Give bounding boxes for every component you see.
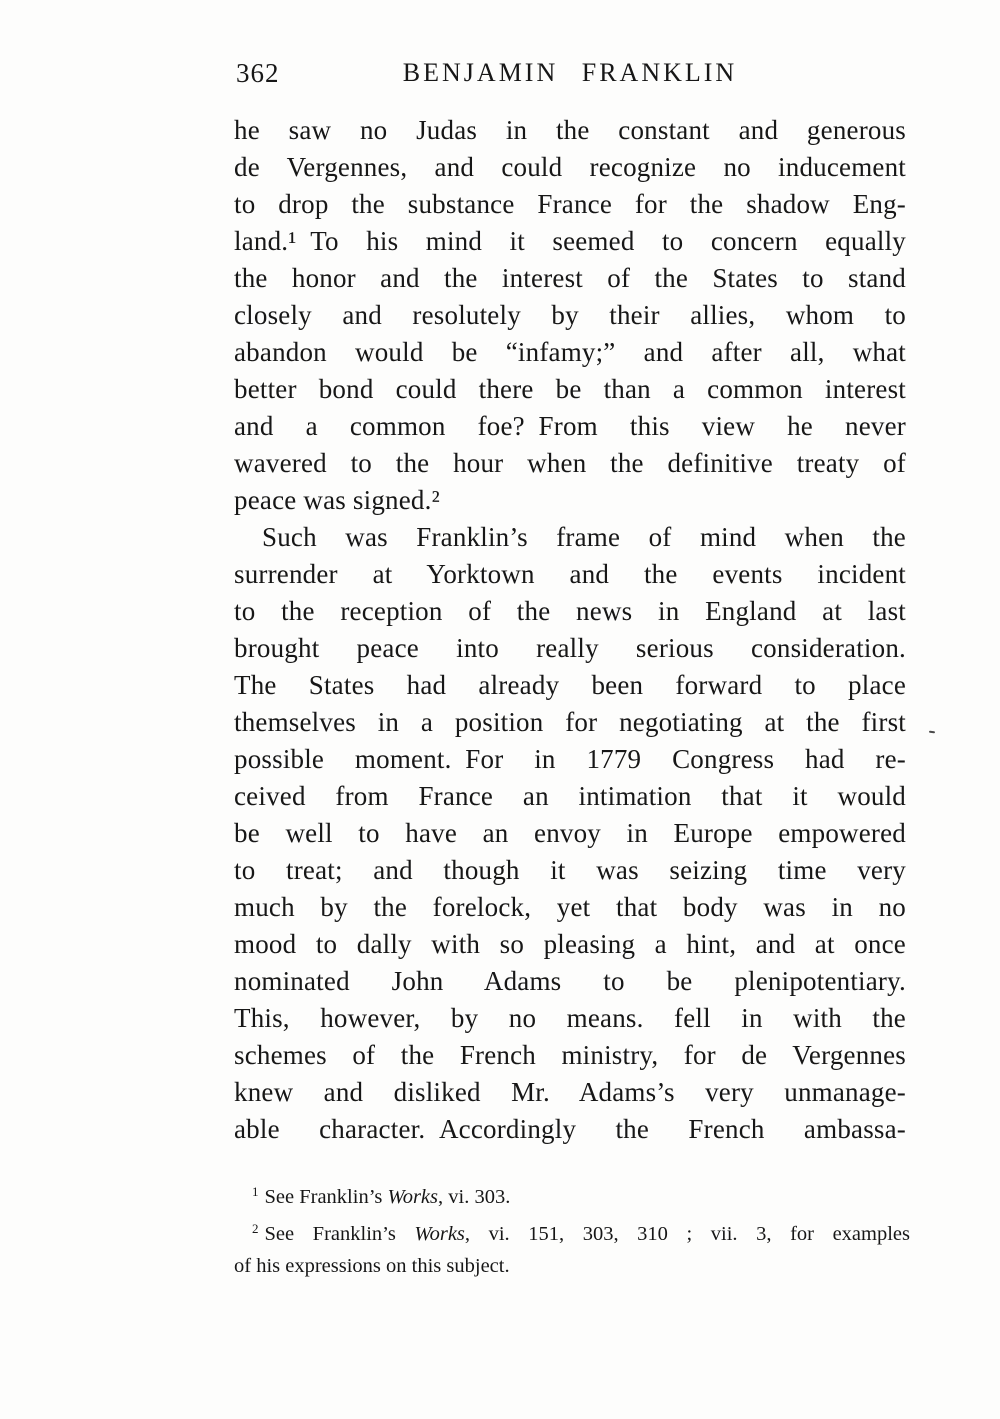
footnote-text: , vi. 303.	[438, 1186, 511, 1208]
footnote-text: See Franklin’s	[264, 1223, 415, 1245]
text-line: to drop the substance France for the shadow Eng-	[234, 189, 906, 219]
text-line: brought peace into really serious consideration.	[234, 633, 906, 663]
text-line: and a common foe? From this view he never	[234, 411, 906, 441]
text-line: the honor and the interest of the States to stand	[234, 263, 906, 293]
text-line: peace was signed.²	[234, 485, 440, 515]
text-line: he saw no Judas in the constant and generous	[234, 115, 906, 145]
text-line: possible moment. For in 1779 Congress had re-	[234, 744, 906, 774]
footnote-marker: 2	[252, 1221, 259, 1236]
text-line: better bond could there be than a common interest	[234, 374, 906, 404]
footnote-work-title: Works	[414, 1223, 465, 1245]
text-line: much by the forelock, yet that body was in no	[234, 892, 906, 922]
page-number: 362	[236, 58, 280, 88]
footnote-text: of his expressions on this subject.	[234, 1255, 510, 1277]
scan-artifact	[929, 731, 935, 734]
paragraph-1	[234, 112, 906, 519]
running-header	[234, 58, 906, 92]
text-line: abandon would be “infamy;” and after all, what	[234, 337, 906, 367]
footnote-marker: 1	[252, 1184, 259, 1199]
text-line: to the reception of the news in England at last	[234, 596, 906, 626]
text-line: This, however, by no means. fell in with the	[234, 1003, 906, 1033]
body-text	[234, 112, 906, 1148]
paragraph-2	[234, 519, 906, 1148]
text-line: schemes of the French ministry, for de Vergennes	[234, 1040, 906, 1070]
footnote-text: See Franklin’s	[264, 1186, 388, 1208]
text-line: nominated John Adams to be plenipotentiary.	[234, 966, 906, 996]
running-title: BENJAMIN FRANKLIN	[402, 58, 738, 87]
footnote-2-line-2	[234, 1250, 910, 1282]
text-line: ceived from France an intimation that it would	[234, 781, 906, 811]
text-line: knew and disliked Mr. Adams’s very unmanage-	[234, 1077, 906, 1107]
text-line: themselves in a position for negotiating at the first	[234, 707, 906, 737]
text-line: land.¹ To his mind it seemed to concern equally	[234, 226, 906, 256]
text-line: to treat; and though it was seizing time very	[234, 855, 906, 885]
footnote-work-title: Works	[387, 1186, 438, 1208]
footnote-text: , vi. 151, 303, 310 ; vii. 3, for examples	[464, 1223, 910, 1245]
footnote-2-line-1	[234, 1213, 910, 1250]
text-line: surrender at Yorktown and the events incident	[234, 559, 906, 589]
footnotes	[234, 1176, 910, 1282]
text-line: Such was Franklin’s frame of mind when the	[262, 522, 906, 552]
text-line: The States had already been forward to place	[234, 670, 906, 700]
text-line: mood to dally with so pleasing a hint, and at once	[234, 929, 906, 959]
text-line: closely and resolutely by their allies, whom to	[234, 300, 906, 330]
text-line: wavered to the hour when the definitive treaty of	[234, 448, 906, 478]
text-line: able character. Accordingly the French ambassa-	[234, 1114, 906, 1144]
footnote-1	[234, 1176, 910, 1213]
text-line: de Vergennes, and could recognize no inducement	[234, 152, 906, 182]
text-line: be well to have an envoy in Europe empowered	[234, 818, 906, 848]
